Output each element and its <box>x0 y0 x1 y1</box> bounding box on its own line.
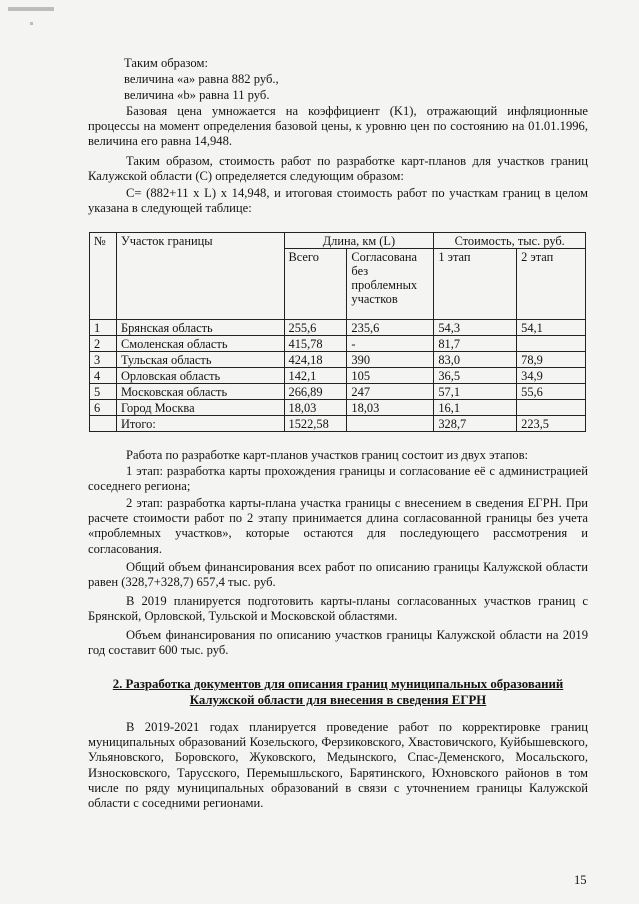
paragraph-total: Общий объем финансирования всех работ по описанию границы Калужской области равен (328,7+328,7) 657,4 тыс. руб. <box>88 560 588 590</box>
table-row <box>90 400 586 416</box>
header-cost: Стоимость, тыс. руб. <box>434 233 586 249</box>
cell-num: 2 <box>90 336 117 352</box>
cell-agreed: 235,6 <box>347 320 434 336</box>
paragraph-2019: В 2019 планируется подготовить карты-планы согласованных участков границ с Брянской, Орловской, Тульской и Московской областями. <box>88 594 588 624</box>
page-number: 15 <box>574 873 587 887</box>
header-length: Длина, км (L) <box>284 233 434 249</box>
intro-line-3: величина «b» равна 11 руб. <box>124 88 270 102</box>
intro-line-2: величина «а» равна 882 руб., <box>124 72 279 86</box>
cell-total: 18,03 <box>284 400 347 416</box>
paragraph-cost: Таким образом, стоимость работ по разработке карт-планов для участков границ Калужской области (С) определяется следующим образом: <box>88 154 588 184</box>
cell-stage2 <box>517 336 586 352</box>
cell-stage1: 81,7 <box>434 336 517 352</box>
cell-total: 266,89 <box>284 384 347 400</box>
cost-table <box>89 232 586 432</box>
header-num: № <box>90 233 117 320</box>
paragraph-stages: Работа по разработке карт-планов участков границ состоит из двух этапов: <box>126 448 529 462</box>
header-agreed: Согласована без проблемных участков <box>347 249 434 320</box>
paragraph-stage2: 2 этап: разработка карты-плана участка границы с внесением в сведения ЕГРН. При расчете стоимости работ по 2 этапу принимается длина согласованной границы без учета «проблемных участков», которые остаются для последующего рассмотрения и согласования. <box>88 496 588 556</box>
cell-stage1: 36,5 <box>434 368 517 384</box>
header-total: Всего <box>284 249 347 320</box>
cell-name: Город Москва <box>116 400 284 416</box>
cell-agreed: 105 <box>347 368 434 384</box>
cell-num: 4 <box>90 368 117 384</box>
cell-stage2 <box>517 400 586 416</box>
table-row <box>90 368 586 384</box>
cell-num: 1 <box>90 320 117 336</box>
paragraph-stage1: 1 этап: разработка карты прохождения границы и согласование её с администрацией соседнего региона; <box>88 464 588 494</box>
cell-stage2: 54,1 <box>517 320 586 336</box>
cell-agreed: 390 <box>347 352 434 368</box>
paragraph-formula: С= (882+11 х L) х 14,948, и итоговая стоимость работ по участкам границ в целом указана в следующей таблице: <box>88 186 588 216</box>
cell-empty <box>347 416 434 432</box>
section-2-heading: 2. Разработка документов для описания границ муниципальных образований Калужской области для внесения в сведения ЕГРН <box>112 677 564 707</box>
cell-stage1: 16,1 <box>434 400 517 416</box>
cell-name: Тульская область <box>116 352 284 368</box>
paragraph-base-price: Базовая цена умножается на коэффициент (K1), отражающий инфляционные процессы на момент определения базовой цены, к уровню цен по состоянию на 01.01.1996, величина его равна 14,948. <box>88 104 588 149</box>
header-section: Участок границы <box>116 233 284 320</box>
cell-total: 424,18 <box>284 352 347 368</box>
cell-agreed: 18,03 <box>347 400 434 416</box>
cell-stage1: 57,1 <box>434 384 517 400</box>
cell-agreed: - <box>347 336 434 352</box>
cell-num: 5 <box>90 384 117 400</box>
totals-label: Итого: <box>116 416 284 432</box>
cell-stage2: 78,9 <box>517 352 586 368</box>
table-row <box>90 352 586 368</box>
totals-total: 1522,58 <box>284 416 347 432</box>
cell-stage1: 83,0 <box>434 352 517 368</box>
cell-num: 6 <box>90 400 117 416</box>
cell-total: 142,1 <box>284 368 347 384</box>
paragraph-funding: Объем финансирования по описанию участков границы Калужской области на 2019 год составит 600 тыс. руб. <box>88 628 588 658</box>
table-row <box>90 320 586 336</box>
cell-name: Московская область <box>116 384 284 400</box>
table-row <box>90 384 586 400</box>
totals-stage2: 223,5 <box>517 416 586 432</box>
cell-stage2: 55,6 <box>517 384 586 400</box>
scan-artifact <box>8 7 54 11</box>
cell-num: 3 <box>90 352 117 368</box>
cell-name: Брянская область <box>116 320 284 336</box>
header-stage2: 2 этап <box>517 249 586 320</box>
table-row <box>90 336 586 352</box>
cell-name: Орловская область <box>116 368 284 384</box>
cell-stage1: 54,3 <box>434 320 517 336</box>
cell-name: Смоленская область <box>116 336 284 352</box>
table-totals-row <box>90 416 586 432</box>
intro-line-1: Таким образом: <box>124 56 208 70</box>
totals-stage1: 328,7 <box>434 416 517 432</box>
cell-empty <box>90 416 117 432</box>
cell-stage2: 34,9 <box>517 368 586 384</box>
paragraph-section2: В 2019-2021 годах планируется проведение работ по корректировке границ муниципальных образований Козельского, Ферзиковского, Хвастовичского, Куйбышевского, Ульяновского, Боровского, Жуковского, Медынского, Спас-Деменского, Мосальского, Износковского, Тарусского, Перемышльского, Барятинского, Юхновского районов в том числе по ряду муниципальных образований в связи с уточнением границы Калужской области с соседними регионами. <box>88 720 588 811</box>
cell-total: 415,78 <box>284 336 347 352</box>
header-stage1: 1 этап <box>434 249 517 320</box>
cell-total: 255,6 <box>284 320 347 336</box>
scan-artifact <box>30 22 33 25</box>
cell-agreed: 247 <box>347 384 434 400</box>
table-header-row <box>90 233 586 249</box>
